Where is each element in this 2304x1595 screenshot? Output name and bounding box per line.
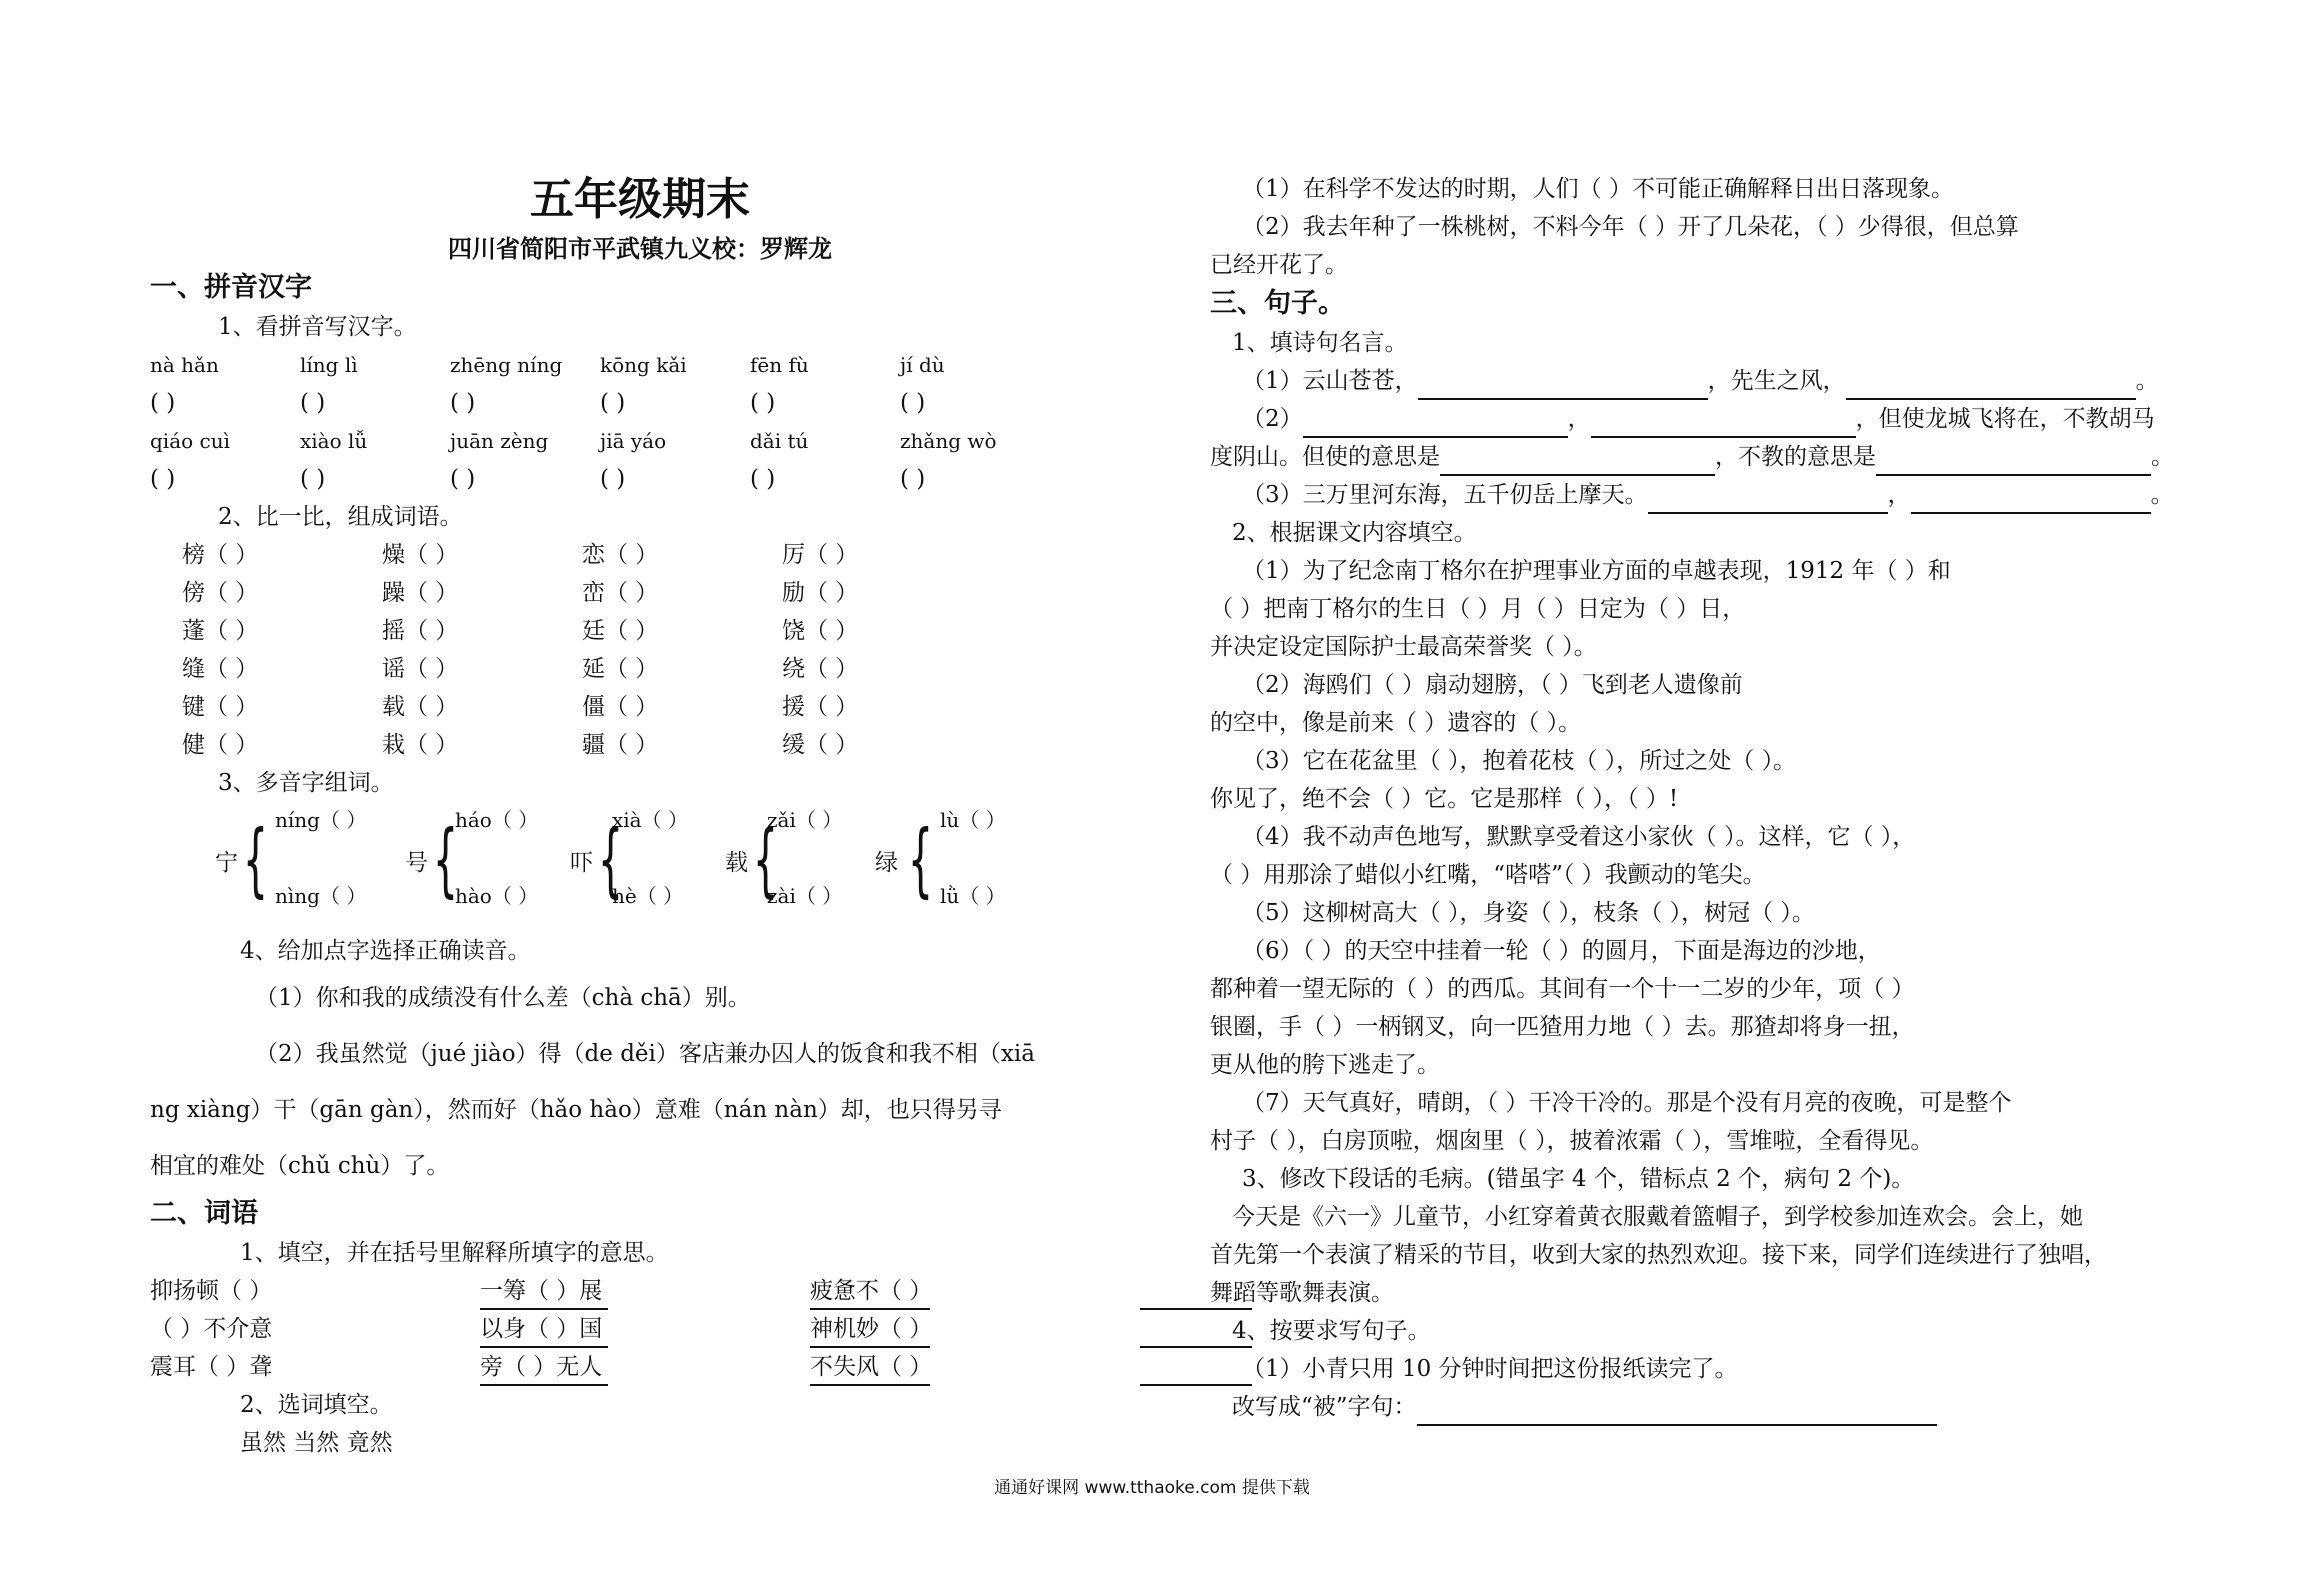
q3-1-prompt: 1、填诗句名言。 xyxy=(1232,330,1408,356)
text-fill[interactable]: （ ）用那涂了蜡似小红嘴，“嗒嗒”（ ）我颤动的笔尖。 xyxy=(1210,862,1766,888)
compare-item[interactable]: 疆（ ） xyxy=(582,732,659,758)
text-fill[interactable]: （2）海鸥们（ ）扇动翅膀，（ ）飞到老人遗像前 xyxy=(1242,672,1743,698)
text-fill[interactable]: （1）为了纪念南丁格尔在护理事业方面的卓越表现，1912 年（ ）和 xyxy=(1242,558,1951,584)
compare-row xyxy=(150,612,1130,650)
compare-item[interactable]: 谣（ ） xyxy=(382,656,459,682)
q3-2-prompt: 2、根据课文内容填空。 xyxy=(1232,520,1477,546)
paragraph-line: 舞蹈等歌舞表演。 xyxy=(1210,1280,1394,1306)
answer-blank[interactable]: ( ) xyxy=(900,390,926,416)
idiom-item[interactable]: 不失风（ ） xyxy=(810,1348,1140,1386)
q1-3-prompt: 3、多音字组词。 xyxy=(218,770,394,796)
answer-blank[interactable]: ( ) xyxy=(600,466,626,492)
answer-blank[interactable]: ( ) xyxy=(300,466,326,492)
polyphone-reading[interactable]: níng（ ） xyxy=(275,808,367,832)
q1-4-item-2-cont: ng xiàng）干（gān gàn），然而好（hǎo hào）意难（nán nàn）却，也只得另寻 xyxy=(150,1097,1002,1123)
rewrite-answer: 改写成“被”字句： xyxy=(1210,1388,2170,1426)
pinyin-item: zhēng níng xyxy=(450,353,563,377)
idiom-item[interactable]: 抑扬顿（ ） xyxy=(150,1272,480,1310)
compare-item[interactable]: 延（ ） xyxy=(582,656,659,682)
idiom-item[interactable]: 一筹（ ）展 xyxy=(480,1272,810,1310)
idiom-item[interactable]: 旁（ ）无人 xyxy=(480,1348,810,1386)
compare-row xyxy=(150,536,1130,574)
fill-sentence-2-cont: 已经开花了。 xyxy=(1210,252,1348,278)
answer-blank[interactable]: ( ) xyxy=(150,390,176,416)
left-column xyxy=(150,170,1130,1462)
text-fill[interactable]: 并决定设定国际护士最高荣誉奖（ ）。 xyxy=(1210,634,1597,660)
poem-blank[interactable] xyxy=(1591,410,1856,438)
compare-item[interactable]: 傍（ ） xyxy=(182,580,259,606)
pinyin-item: xiào lǚ xyxy=(300,429,368,453)
polyphone-char: 绿 xyxy=(875,850,898,876)
polyphone-reading[interactable]: lǜ（ ） xyxy=(940,884,1006,908)
right-column xyxy=(1210,170,2174,1426)
poem-blank[interactable] xyxy=(1648,486,1888,514)
text-fill[interactable]: （ ）把南丁格尔的生日（ ）月（ ）日定为（ ）日， xyxy=(1210,596,1746,622)
brace-icon: { xyxy=(907,813,934,906)
poem-line-2: （2） ， ，但使龙城飞将在，不教胡马 xyxy=(1210,400,2170,438)
compare-item[interactable]: 缓（ ） xyxy=(782,732,859,758)
polyphone-reading[interactable]: zài（ ） xyxy=(767,884,843,908)
poem-blank[interactable] xyxy=(1911,486,2151,514)
compare-item[interactable]: 键（ ） xyxy=(182,694,259,720)
poem-blank[interactable] xyxy=(1876,448,2151,476)
idiom-row xyxy=(150,1310,1130,1348)
section-2-heading: 二、词语 xyxy=(150,1198,258,1229)
text-fill[interactable]: （4）我不动声色地写，默默享受着这小家伙（ ）。这样，它（ ）， xyxy=(1242,824,1916,850)
pinyin-item: nà hǎn xyxy=(150,353,219,377)
compare-row xyxy=(150,574,1130,612)
fill-sentence-2[interactable]: （2）我去年种了一株桃树，不料今年（ ）开了几朵花，（ ）少得很，但总算 xyxy=(1242,214,2019,240)
compare-item[interactable]: 绕（ ） xyxy=(782,656,859,682)
answer-blank[interactable]: ( ) xyxy=(750,390,776,416)
compare-item[interactable]: 栽（ ） xyxy=(382,732,459,758)
answer-blanks-row-2 xyxy=(150,460,1130,498)
answer-blank[interactable]: ( ) xyxy=(450,390,476,416)
answer-blank[interactable]: ( ) xyxy=(900,466,926,492)
pinyin-row-1 xyxy=(150,346,1130,384)
q1-4-prompt: 4、给加点字选择正确读音。 xyxy=(240,938,531,964)
answer-blank[interactable]: ( ) xyxy=(300,390,326,416)
page-subtitle: 四川省简阳市平武镇九义校：罗辉龙 xyxy=(448,234,832,263)
compare-item[interactable]: 摇（ ） xyxy=(382,618,459,644)
paragraph-line: 今天是《六一》儿童节，小红穿着黄衣服戴着篮帽子，到学校参加连欢会。会上，她 xyxy=(1232,1204,2083,1230)
compare-row xyxy=(150,688,1130,726)
pinyin-item: jí dù xyxy=(900,353,945,377)
pinyin-item: kōng kǎi xyxy=(600,353,687,377)
footer-credit: 通通好课网 www.tthaoke.com 提供下载 xyxy=(994,1478,1310,1498)
paragraph-line: 首先第一个表演了精采的节目，收到大家的热烈欢迎。接下来，同学们连续进行了独唱， xyxy=(1210,1242,2107,1268)
poem-blank[interactable] xyxy=(1846,372,2136,400)
brace-icon: { xyxy=(752,813,779,906)
compare-item[interactable]: 厉（ ） xyxy=(782,542,859,568)
poem-line-2-cont: 度阴山。但使的意思是 ，不教的意思是 。 xyxy=(1210,438,2170,476)
q1-4-item-2: （2）我虽然觉（jué jiào）得（de děi）客店兼办囚人的饭食和我不相（xiā xyxy=(255,1041,1035,1067)
text-fill[interactable]: （6）（ ）的天空中挂着一轮（ ）的圆月，下面是海边的沙地， xyxy=(1242,938,1881,964)
q2-2-prompt: 2、选词填空。 xyxy=(240,1392,393,1418)
text-fill[interactable]: （7）天气真好，晴朗，（ ）干冷干冷的。那是个没有月亮的夜晚，可是整个 xyxy=(1242,1090,2012,1116)
pinyin-item: zhǎng wò xyxy=(900,429,997,453)
idiom-row xyxy=(150,1348,1130,1386)
section-1-heading: 一、拼音汉字 xyxy=(150,272,312,303)
compare-item[interactable]: 蓬（ ） xyxy=(182,618,259,644)
compare-item[interactable]: 援（ ） xyxy=(782,694,859,720)
text-fill[interactable]: 你见了，绝不会（ ）它。它是那样（ ），（ ）! xyxy=(1210,786,1679,812)
q3-3-prompt: 3、修改下段话的毛病。(错虽字 4 个，错标点 2 个，病句 2 个)。 xyxy=(1242,1166,1915,1192)
polyphone-reading[interactable]: xià（ ） xyxy=(612,808,688,832)
compare-item[interactable]: 励（ ） xyxy=(782,580,859,606)
polyphone-reading[interactable]: hào（ ） xyxy=(455,884,539,908)
pinyin-item: jiā yáo xyxy=(600,429,667,453)
compare-item[interactable]: 燥（ ） xyxy=(382,542,459,568)
text-fill[interactable]: 都种着一望无际的（ ）的西瓜。其间有一个十一二岁的少年，项（ ） xyxy=(1210,976,1915,1002)
compare-item[interactable]: 僵（ ） xyxy=(582,694,659,720)
polyphone-reading[interactable]: hè（ ） xyxy=(612,884,684,908)
polyphone-char: 宁 xyxy=(215,850,238,876)
pinyin-item: qiáo cuì xyxy=(150,429,230,453)
rewrite-blank[interactable] xyxy=(1417,1398,1937,1426)
idiom-item[interactable]: （ ）不介意 xyxy=(150,1310,480,1348)
polyphone-char: 载 xyxy=(725,850,748,876)
idiom-row xyxy=(150,1272,1130,1310)
pinyin-item: líng lì xyxy=(300,353,358,377)
polyphone-char: 号 xyxy=(405,850,428,876)
idiom-item[interactable]: 神机妙（ ） xyxy=(810,1310,1140,1348)
q2-1-prompt: 1、填空，并在括号里解释所填字的意思。 xyxy=(240,1240,669,1266)
pinyin-row-2 xyxy=(150,422,1130,460)
q1-4-item-1: （1）你和我的成绩没有什么差（chà chā）别。 xyxy=(255,985,751,1011)
answer-blank[interactable]: ( ) xyxy=(450,466,476,492)
pinyin-item: fēn fù xyxy=(750,353,809,377)
poem-blank[interactable] xyxy=(1303,410,1568,438)
idiom-item[interactable]: 以身（ ）国 xyxy=(480,1310,810,1348)
brace-icon: { xyxy=(432,813,459,906)
text-fill[interactable]: （5）这柳树高大（ ），身姿（ ），枝条（ ），树冠（ ）。 xyxy=(1242,900,1815,926)
fill-sentence-1[interactable]: （1）在科学不发达的时期，人们（ ）不可能正确解释日出日落现象。 xyxy=(1242,176,1954,202)
q3-4-prompt: 4、按要求写句子。 xyxy=(1232,1318,1431,1344)
compare-item[interactable]: 峦（ ） xyxy=(582,580,659,606)
compare-item[interactable]: 载（ ） xyxy=(382,694,459,720)
text-fill: 更从他的胯下逃走了。 xyxy=(1210,1052,1440,1078)
word-choices: 虽然 当然 竟然 xyxy=(240,1430,393,1456)
polyphone-reading[interactable]: zǎi（ ） xyxy=(767,808,843,832)
compare-item[interactable]: 健（ ） xyxy=(182,732,259,758)
polyphone-group xyxy=(150,802,1130,932)
q1-1-prompt: 1、看拼音写汉字。 xyxy=(218,314,417,340)
text-fill[interactable]: 村子（ ），白房顶啦，烟囱里（ ），披着浓霜（ ），雪堆啦，全看得见。 xyxy=(1210,1128,1934,1154)
compare-item[interactable]: 缝（ ） xyxy=(182,656,259,682)
text-fill[interactable]: （3）它在花盆里（ ），抱着花枝（ ），所过之处（ ）。 xyxy=(1242,748,1797,774)
compare-item[interactable]: 榜（ ） xyxy=(182,542,259,568)
poem-blank[interactable] xyxy=(1418,372,1708,400)
polyphone-reading[interactable]: lù（ ） xyxy=(940,808,1006,832)
compare-row xyxy=(150,726,1130,764)
q1-4-item-2-end: 相宜的难处（chǔ chù）了。 xyxy=(150,1153,450,1179)
q1-2-prompt: 2、比一比，组成词语。 xyxy=(218,504,463,530)
answer-blank[interactable]: ( ) xyxy=(750,466,776,492)
answer-blank[interactable]: ( ) xyxy=(150,466,176,492)
polyphone-reading[interactable]: háo（ ） xyxy=(455,808,539,832)
section-3-heading: 三、句子。 xyxy=(1210,288,1345,319)
page-title: 五年级期末 xyxy=(530,174,750,225)
polyphone-reading[interactable]: nìng（ ） xyxy=(275,884,367,908)
compare-item[interactable]: 躁（ ） xyxy=(382,580,459,606)
rewrite-sentence: （1）小青只用 10 分钟时间把这份报纸读完了。 xyxy=(1242,1356,1738,1382)
idiom-item[interactable]: 疲惫不（ ） xyxy=(810,1272,1140,1310)
poem-line-3: （3）三万里河东海，五千仞岳上摩天。 ， 。 xyxy=(1210,476,2170,514)
poem-blank[interactable] xyxy=(1440,448,1715,476)
brace-icon: { xyxy=(242,813,269,906)
brace-icon: { xyxy=(597,813,624,906)
compare-item[interactable]: 饶（ ） xyxy=(782,618,859,644)
text-fill[interactable]: 银圈，手（ ）一柄钢叉，向一匹猹用力地（ ）去。那猹却将身一扭， xyxy=(1210,1014,1915,1040)
poem-line-1: （1）云山苍苍， ，先生之风， 。 xyxy=(1210,362,2170,400)
answer-blanks-row-1 xyxy=(150,384,1130,422)
text-fill[interactable]: 的空中，像是前来（ ）遗容的（ ）。 xyxy=(1210,710,1582,736)
pinyin-item: dǎi tú xyxy=(750,429,809,453)
compare-row xyxy=(150,650,1130,688)
compare-item[interactable]: 恋（ ） xyxy=(582,542,659,568)
polyphone-char: 吓 xyxy=(570,850,593,876)
compare-item[interactable]: 廷（ ） xyxy=(582,618,659,644)
idiom-item[interactable]: 震耳（ ）聋 xyxy=(150,1348,480,1386)
answer-blank[interactable]: ( ) xyxy=(600,390,626,416)
pinyin-item: juān zèng xyxy=(450,429,549,453)
